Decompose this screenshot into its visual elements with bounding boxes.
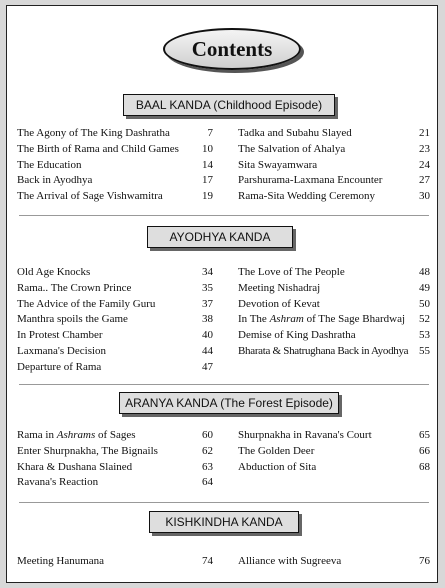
toc-entry: Back in Ayodhya 17	[17, 174, 213, 187]
italic-word: Ashram	[269, 313, 304, 326]
toc-entry: Rama in Ashrams of Sages 60	[17, 429, 213, 441]
toc-entry: The Salvation of Ahalya 23	[238, 142, 430, 155]
toc-entry: In The Ashram of The Sage Bhardwaj 52	[238, 313, 430, 326]
toc-entry: The Agony of The King Dashratha 7	[17, 127, 213, 139]
toc-entry: Bharata & Shatrughana Back in Ayodhya 55	[238, 344, 430, 357]
section-header-ayodhya-kanda: AYODHYA KANDA	[147, 226, 293, 248]
toc-entry: In Protest Chamber 40	[17, 329, 213, 342]
toc-entry: Ravana's Reaction 64	[17, 476, 213, 489]
section-divider	[19, 502, 429, 503]
toc-entry: The Birth of Rama and Child Games 10	[17, 142, 213, 155]
baal-kanda-right-column	[238, 127, 430, 206]
toc-entry: Abduction of Sita 68	[238, 460, 430, 473]
toc-page	[6, 5, 438, 583]
kishkindha-kanda-left-column	[17, 555, 213, 571]
toc-entry: Khara & Dushana Slained 63	[17, 460, 213, 473]
toc-entry: Shurpnakha in Ravana's Court 65	[238, 429, 430, 441]
toc-entry: The Golden Deer 66	[238, 444, 430, 457]
toc-entry: Demise of King Dashratha 53	[238, 329, 430, 342]
toc-entry: Devotion of Kevat 50	[238, 297, 430, 310]
page-title: Contents	[191, 36, 273, 61]
toc-entry: Sita Swayamwara 24	[238, 158, 430, 171]
toc-entry: The Advice of the Family Guru 37	[17, 297, 213, 310]
contents-title-oval	[163, 28, 301, 70]
section-header-baal-kanda: BAAL KANDA (Childhood Episode)	[123, 94, 335, 116]
toc-entry: Tadka and Subahu Slayed 21	[238, 127, 430, 139]
toc-entry: Parshurama-Laxmana Encounter 27	[238, 174, 430, 187]
baal-kanda-left-column	[17, 127, 213, 206]
toc-entry: The Arrival of Sage Vishwamitra 19	[17, 190, 213, 203]
toc-entry: Laxmana's Decision 44	[17, 344, 213, 357]
section-header-kishkindha-kanda: KISHKINDHA KANDA	[149, 511, 299, 533]
toc-entry: Old Age Knocks 34	[17, 266, 213, 278]
toc-entry: Rama-Sita Wedding Ceremony 30	[238, 190, 430, 203]
toc-entry: The Education 14	[17, 158, 213, 171]
section-divider	[19, 215, 429, 216]
ayodhya-kanda-left-column	[17, 266, 213, 377]
ayodhya-kanda-right-column	[238, 266, 430, 361]
section-header-aranya-kanda: ARANYA KANDA (The Forest Episode)	[119, 392, 339, 414]
toc-entry: Meeting Nishadraj 49	[238, 281, 430, 294]
toc-entry: Enter Shurpnakha, The Bignails 62	[17, 444, 213, 457]
aranya-kanda-right-column	[238, 429, 430, 476]
aranya-kanda-left-column	[17, 429, 213, 492]
italic-word: Ashrams	[56, 429, 96, 441]
toc-entry: Meeting Hanumana 74	[17, 555, 213, 567]
section-divider	[19, 384, 429, 385]
toc-entry: Departure of Rama 47	[17, 360, 213, 373]
toc-entry: The Love of The People 48	[238, 266, 430, 278]
toc-entry: Manthra spoils the Game 38	[17, 313, 213, 326]
kishkindha-kanda-right-column	[238, 555, 430, 571]
toc-entry: Rama.. The Crown Prince 35	[17, 281, 213, 294]
toc-entry: Alliance with Sugreeva 76	[238, 555, 430, 567]
